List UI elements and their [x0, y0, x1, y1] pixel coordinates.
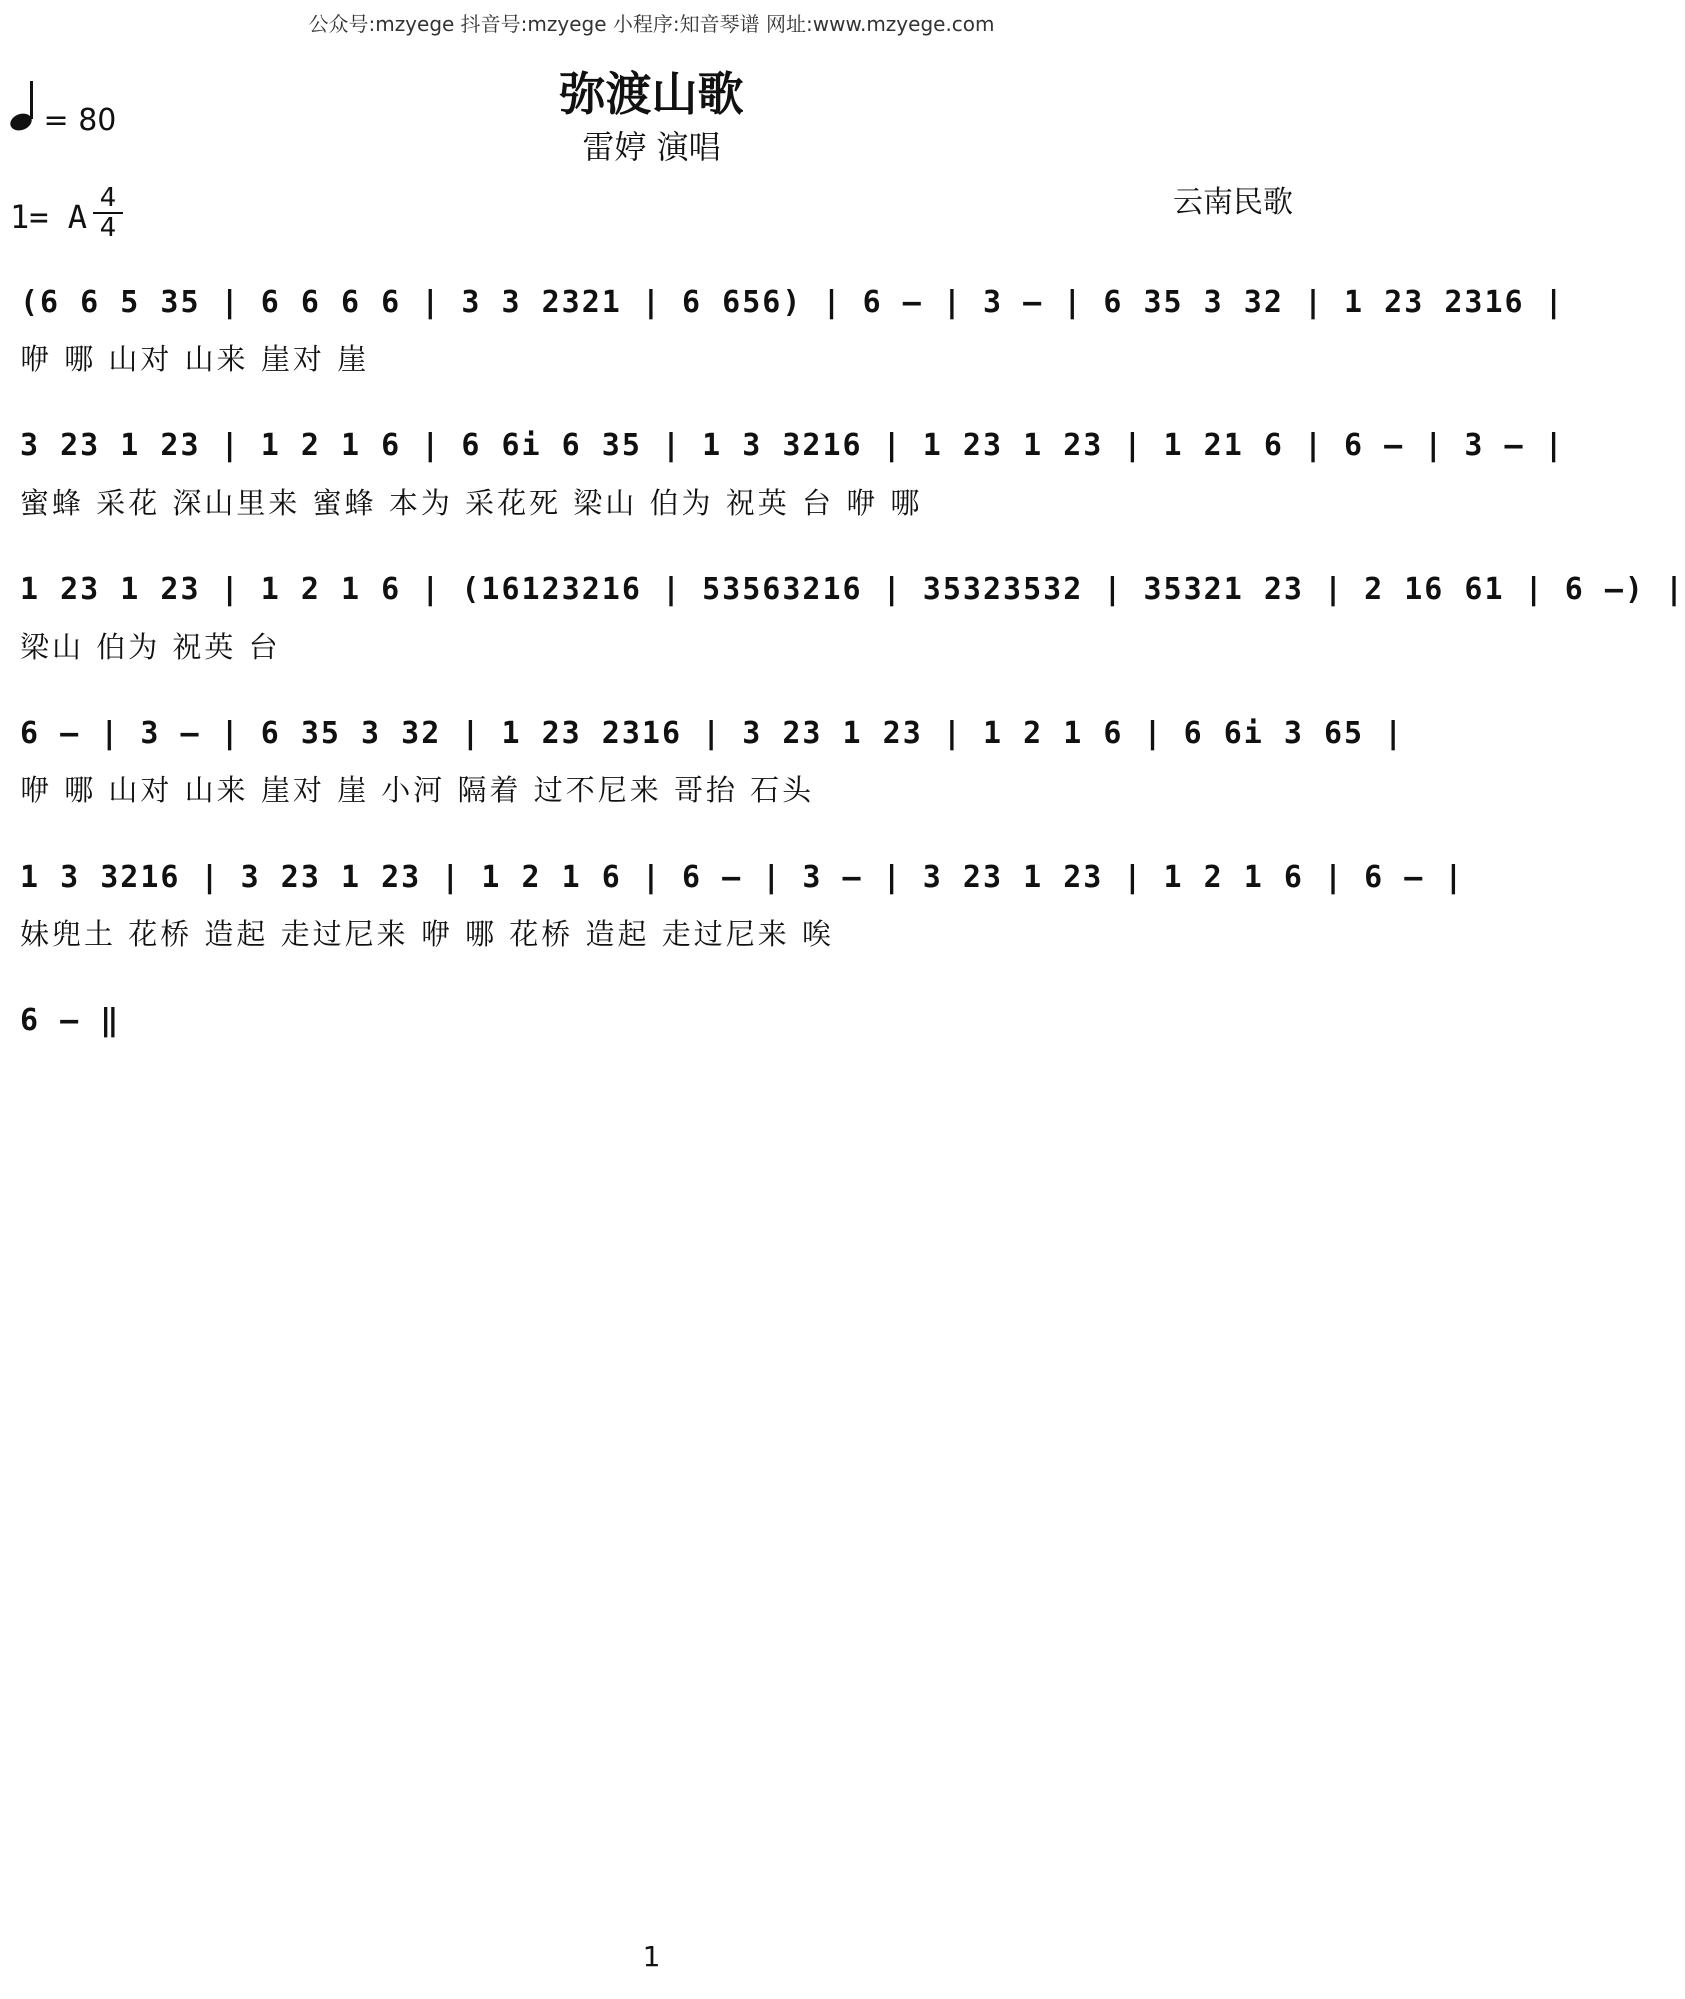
header-info: 公众号:mzyege 抖音号:mzyege 小程序:知音琴谱 网址:www.mzyege.com — [308, 12, 995, 36]
singer-credit: 雷婷 演唱 — [582, 128, 721, 166]
song-title: 弥渡山歌 — [559, 67, 744, 121]
notation-line: 3 23 1 23 | 1 2 1 6 | 6 6i 6 35 | 1 3 3216 | 1 23 1 23 | 1 21 6 | 6 – | 3 – | — [20, 428, 1565, 463]
tempo-marking — [10, 103, 116, 138]
lyrics-line: 咿 哪 山对 山来 崖对 崖 小河 隔着 过不尼来 哥抬 石头 — [20, 773, 815, 807]
song-origin: 云南民歌 — [1173, 185, 1293, 220]
notation-line: 1 23 1 23 | 1 2 1 6 | (16123216 | 53563216 | 35323532 | 35321 23 | 2 16 61 | 6 –) | — [20, 572, 1685, 607]
notation-line: (6 6 5 35 | 6 6 6 6 | 3 3 2321 | 6 656) | 6 – | 3 – | 6 35 3 32 | 1 23 2316 | — [20, 285, 1565, 320]
lyrics-line: 蜜蜂 采花 深山里来 蜜蜂 本为 采花死 梁山 伯为 祝英 台 咿 哪 — [20, 486, 923, 520]
time-signature-bottom: 4 — [99, 213, 117, 243]
tempo-value: = 80 — [43, 103, 117, 138]
notation-line: 1 3 3216 | 3 23 1 23 | 1 2 1 6 | 6 – | 3 – | 3 23 1 23 | 1 2 1 6 | 6 – | — [20, 860, 1465, 895]
key-signature: 1= A — [10, 198, 88, 236]
page-number: 1 — [642, 1940, 661, 1973]
notation-line: 6 – ‖ — [20, 1003, 121, 1038]
lyrics-line: 梁山 伯为 祝英 台 — [20, 630, 281, 664]
notation-line: 6 – | 3 – | 6 35 3 32 | 1 23 2316 | 3 23 1 23 | 1 2 1 6 | 6 6i 3 65 | — [20, 716, 1405, 751]
time-signature-top: 4 — [99, 183, 117, 213]
quarter-note-icon — [10, 103, 34, 138]
lyrics-line: 咿 哪 山对 山来 崖对 崖 — [20, 342, 370, 376]
time-signature — [93, 185, 123, 241]
lyrics-line: 妹兜土 花桥 造起 走过尼来 咿 哪 花桥 造起 走过尼来 唉 — [20, 917, 834, 951]
